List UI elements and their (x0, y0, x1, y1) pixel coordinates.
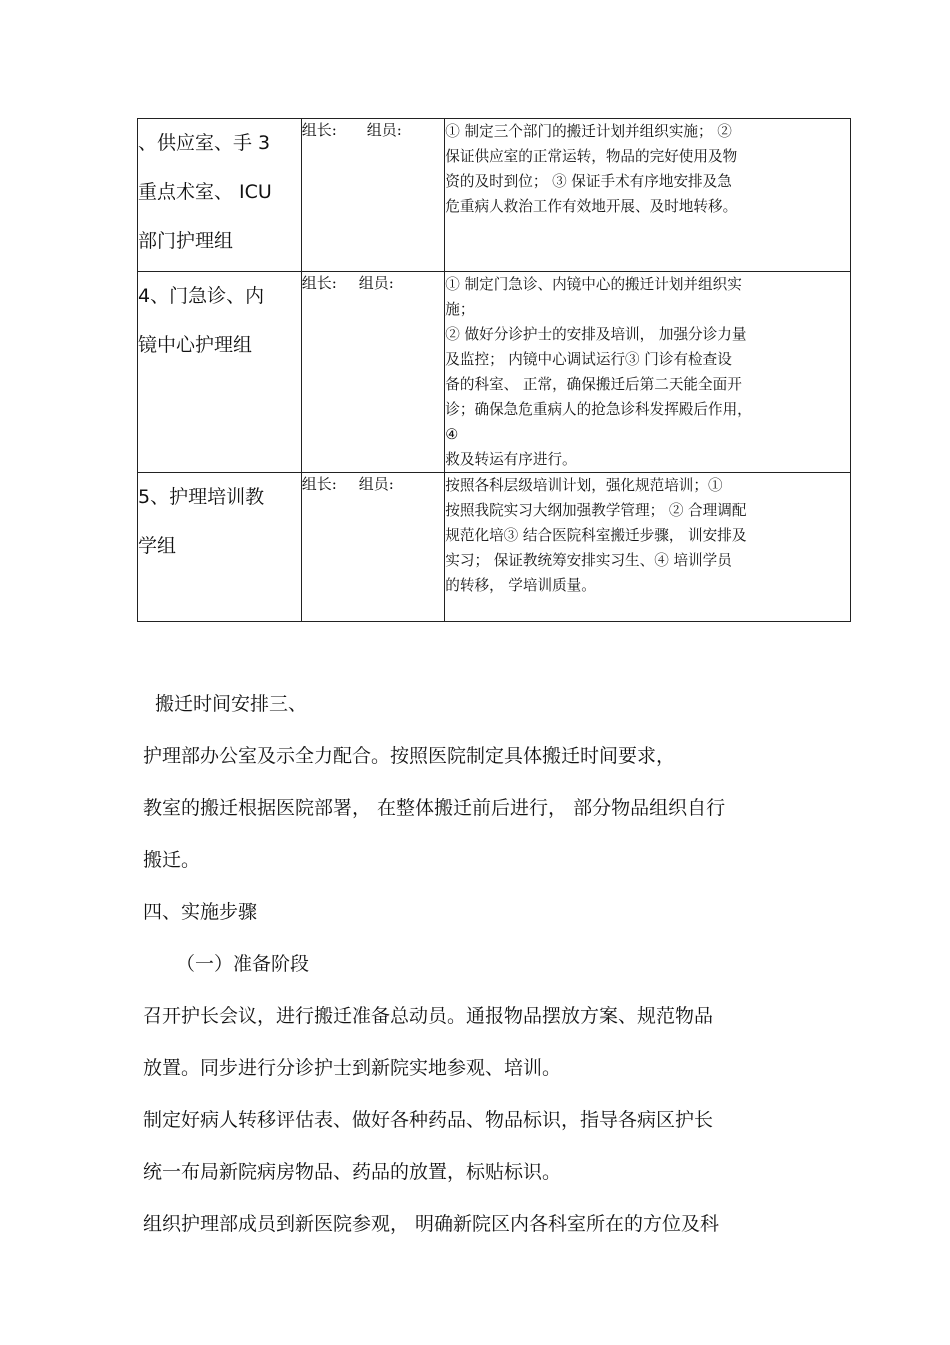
leader-member-cell (301, 119, 445, 272)
group-name-line: 重点术室、 ICU (138, 181, 272, 203)
duty-line: 按照我院实习大纲加强教学管理； ② 合理调配 (445, 502, 747, 519)
duty-line: 救及转运有序进行。 (445, 451, 577, 468)
paragraph-line: 护理部办公室及示全力配合。按照医院制定具体搬迁时间要求， (143, 745, 676, 767)
group-name-line: 学组 (138, 535, 177, 557)
duty-line: 按照各科层级培训计划，强化规范培训；① (445, 477, 723, 494)
section-heading-steps: 四、实施步骤 (143, 901, 258, 923)
leader-label: 组长: (301, 274, 337, 292)
member-label: 组员: (366, 121, 402, 139)
duty-line: 备的科室、 正常，确保搬迁后第二天能全面开 (445, 376, 742, 393)
leader-label: 组长: (301, 121, 337, 139)
table-row (138, 272, 851, 473)
paragraph-line: 统一布局新院病房物品、药品的放置，标贴标识。 (143, 1161, 562, 1183)
group-name-line: 、供应室、手 3 (138, 132, 271, 154)
leader-label: 组长: (301, 475, 337, 493)
leader-member-cell (301, 272, 445, 473)
leader-member-cell (301, 473, 445, 622)
duty-line: ② 做好分诊护士的安排及培训， 加强分诊力量 (445, 326, 747, 343)
duty-line: 资的及时到位； ③ 保证手术有序地安排及急 (445, 173, 732, 190)
document-body (143, 678, 843, 1250)
duty-line: 保证供应室的正常运转，物品的完好使用及物 (445, 148, 738, 165)
duty-line: 规范化培③ 结合医院科室搬迁步骤， 训安排及 (445, 527, 747, 544)
table-row (138, 473, 851, 622)
duty-cell (445, 119, 851, 272)
section-heading-time: 搬迁时间安排三、 (155, 693, 308, 715)
paragraph-line: 搬迁。 (143, 849, 201, 871)
duty-line: ① 制定三个部门的搬迁计划并组织实施； ② (445, 123, 732, 140)
paragraph-line: 教室的搬迁根据医院部署， 在整体搬迁前后进行， 部分物品组织自行 (143, 797, 726, 819)
duty-line: ④ (445, 426, 459, 443)
table-row (138, 119, 851, 272)
duty-line: 实习； 保证教统筹安排实习生、④ 培训学员 (445, 552, 732, 569)
group-name-cell (138, 473, 302, 622)
group-name-cell (138, 272, 302, 473)
duty-line: 的转移， 学培训质量。 (445, 577, 596, 594)
member-label: 组员: (358, 274, 394, 292)
group-name-line: 部门护理组 (138, 230, 234, 252)
paragraph-line: 召开护长会议，进行搬迁准备总动员。通报物品摆放方案、规范物品 (143, 1005, 714, 1027)
subheading-prep: （一）准备阶段 (176, 953, 310, 975)
duty-line: 及监控； 内镜中心调试运行③ 门诊有检查设 (445, 351, 732, 368)
duty-line: 危重病人救治工作有效地开展、及时地转移。 (445, 198, 738, 215)
group-name-cell (138, 119, 302, 272)
duty-line: 施； (445, 301, 475, 318)
paragraph-line: 组织护理部成员到新医院参观， 明确新院区内各科室所在的方位及科 (143, 1213, 720, 1235)
paragraph-line: 制定好病人转移评估表、做好各种药品、物品标识，指导各病区护长 (143, 1109, 714, 1131)
group-name-line: 4、门急诊、内 (138, 285, 265, 307)
member-label: 组员: (358, 475, 394, 493)
group-name-line: 5、护理培训教 (138, 486, 265, 508)
group-name-line: 镜中心护理组 (138, 334, 253, 356)
duty-line: ① 制定门急诊、内镜中心的搬迁计划并组织实 (445, 276, 742, 293)
paragraph-line: 放置。同步进行分诊护士到新院实地参观、培训。 (143, 1057, 562, 1079)
responsibility-table (137, 118, 851, 622)
duty-line: 诊；确保急危重病人的抢急诊科发挥殿后作用， (445, 401, 752, 418)
duty-cell (445, 473, 851, 622)
duty-cell (445, 272, 851, 473)
